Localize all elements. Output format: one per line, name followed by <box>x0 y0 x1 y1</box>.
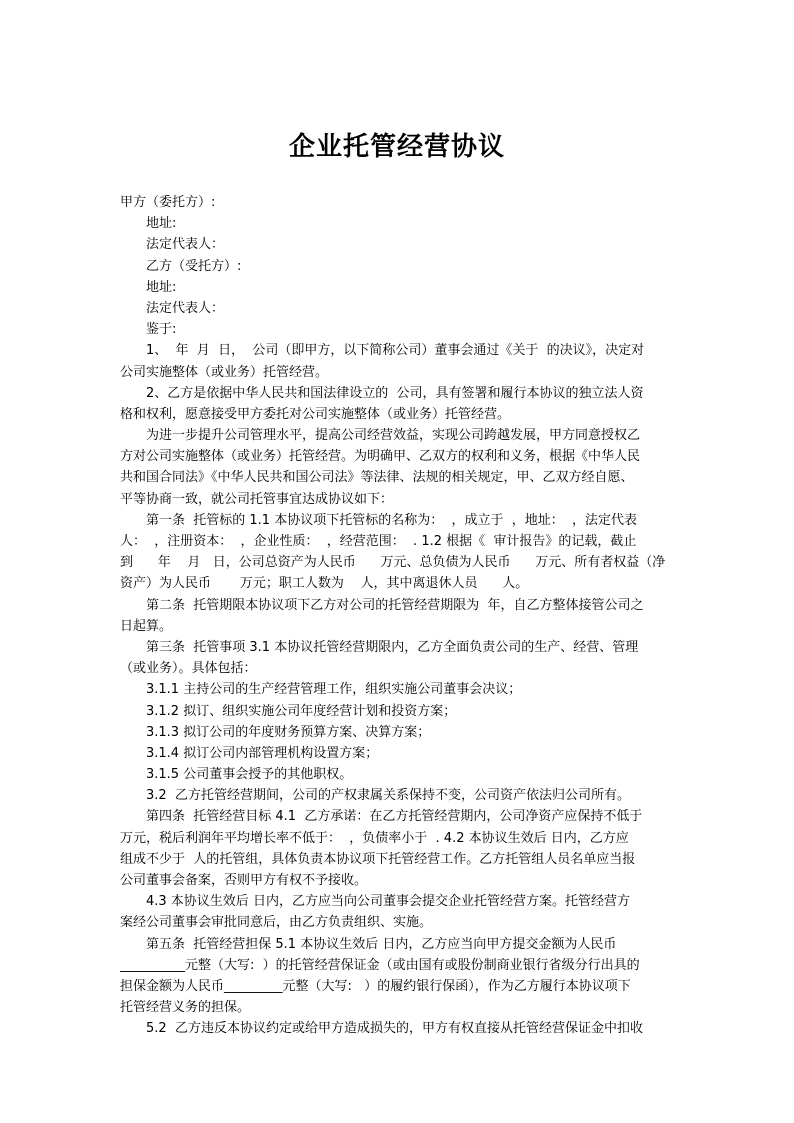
clause-3-1-5: 3.1.5 公司董事会授予的其他职权。 <box>146 767 353 783</box>
article-4-line: 万元，税后利润年平均增长率不低于： ，负债率小于 . 4.2 本协议生效后 日内，乙方应 <box>120 830 629 846</box>
article-2-line: 第二条 托管期限本协议项下乙方对公司的托管经营期限为 年，自乙方整体接管公司之 <box>146 597 644 613</box>
document-body <box>120 192 680 1040</box>
clause-3-1-1: 3.1.1 主持公司的生产经营管理工作，组织实施公司董事会决议； <box>146 682 522 698</box>
paragraph-line: 为进一步提升公司管理水平，提高公司经营效益，实现公司跨越发展，甲方同意授权乙 <box>146 428 641 444</box>
article-5-line: __________元整（大写: ）的托管经营保证金（或由国有或股份制商业银行省级分行出具的 <box>120 957 640 973</box>
party-a-address: 地址: <box>146 216 177 232</box>
clause-4-3-line: 4.3 本协议生效后 日内，乙方应当向公司董事会提交企业托管经营方案。托管经营方 <box>146 894 630 910</box>
whereas-heading: 鉴于: <box>146 322 177 338</box>
paragraph-line: 公司实施整体（或业务）托管经营。 <box>120 364 329 380</box>
article-1-line: 到 年 月 日，公司总资产为人民币 万元、总负债为人民币 万元、所有者权益（净 <box>120 555 666 571</box>
article-5-line: 担保金额为人民币_________元整（大写: ）的履约银行保函），作为乙方履行本协议项下 <box>120 978 631 994</box>
article-5-line: 第五条 托管经营担保 5.1 本协议生效后 日内，乙方应当向甲方提交金额为人民币 <box>146 936 617 952</box>
clause-5-2-line: 5.2 乙方违反本协议约定或给甲方造成损失的，甲方有权直接从托管经营保证金中扣收 <box>146 1021 643 1037</box>
article-2-line: 日起算。 <box>120 618 173 634</box>
article-4-line: 第四条 托管经营目标 4.1 乙方承诺：在乙方托管经营期内，公司净资产应保持不低于 <box>146 809 643 825</box>
party-a-line: 甲方（委托方）: <box>120 195 216 210</box>
clause-3-2: 3.2 乙方托管经营期间，公司的产权隶属关系保持不变，公司资产依法归公司所有。 <box>146 788 630 804</box>
clause-3-1-3: 3.1.3 拟订公司的年度财务预算方案、决算方案； <box>146 724 431 740</box>
article-1-line: 人： ，注册资本： ，企业性质： ，经营范围： . 1.2 根据《 审计报告》的记载，截止 <box>120 534 637 549</box>
party-b-representative: 法定代表人： <box>146 300 225 316</box>
paragraph-line: 1、 年 月 日， 公司（即甲方，以下简称公司）董事会通过《关于 的决议》，决定对 <box>146 343 645 359</box>
paragraph-line: 共和国合同法》《中华人民共和国公司法》等法律、法规的相关规定，甲、乙双方经自愿、 <box>120 470 634 486</box>
clause-3-1-4: 3.1.4 拟订公司内部管理机构设置方案； <box>146 745 379 761</box>
article-5-line: 托管经营义务的担保。 <box>120 1000 251 1016</box>
paragraph-line: 平等协商一致，就公司托管事宜达成协议如下： <box>120 491 394 507</box>
article-3-line: 第三条 托管事项 3.1 本协议托管经营期限内，乙方全面负责公司的生产、经营、管理 <box>146 639 639 655</box>
party-b-address: 地址: <box>146 279 177 295</box>
paragraph-line: 方对公司实施整体（或业务）托管经营。为明确甲、乙双方的权利和义务，根据《中华人民 <box>120 449 641 465</box>
party-a-representative: 法定代表人： <box>146 237 225 253</box>
article-4-line: 组成不少于 人的托管组，具体负责本协议项下托管经营工作。乙方托管组人员名单应当报 <box>120 851 636 867</box>
paragraph-line: 2、乙方是依据中华人民共和国法律设立的 公司，具有签署和履行本协议的独立法人资 <box>146 385 644 401</box>
party-b-line: 乙方（受托方）: <box>146 258 242 274</box>
article-1-line: 第一条 托管标的 1.1 本协议项下托管标的名称为： ，成立于 ，地址： ，法定代表 <box>146 512 637 528</box>
clause-4-3-line: 案经公司董事会审批同意后，由乙方负责组织、实施。 <box>120 915 433 931</box>
document-title: 企业托管经营协议 <box>288 132 505 162</box>
paragraph-line: 格和权利，愿意接受甲方委托对公司实施整体（或业务）托管经营。 <box>120 406 511 422</box>
article-4-line: 公司董事会备案，否则甲方有权不予接收。 <box>120 873 368 888</box>
clause-3-1-2: 3.1.2 拟订、组织实施公司年度经营计划和投资方案； <box>146 703 457 719</box>
article-3-line: （或业务）。具体包括： <box>120 661 257 677</box>
article-1-line: 资产）为人民币 万元；职工人数为 人，其中离退休人员 人。 <box>120 576 529 592</box>
